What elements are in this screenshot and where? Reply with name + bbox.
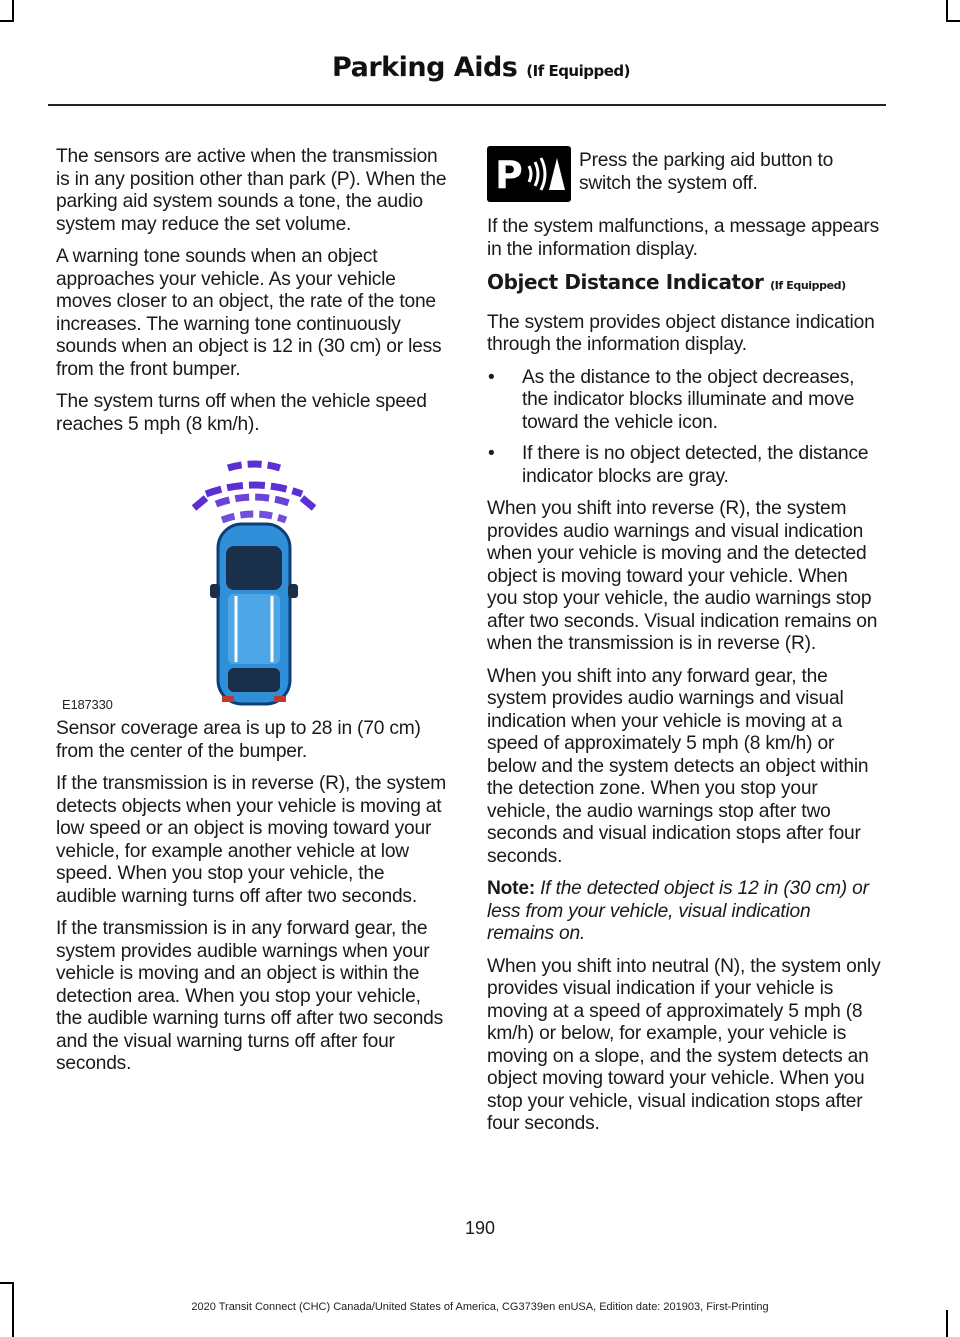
- list-item: [487, 367, 881, 435]
- section-heading: [487, 271, 881, 298]
- parking-aid-button-text: Press the parking aid button to switch the system off.: [579, 150, 834, 194]
- parking-aid-button-icon: [487, 146, 571, 202]
- sensor-arcs-icon: [194, 464, 314, 520]
- bullet-symbol: •: [488, 366, 495, 388]
- left-column: [56, 146, 448, 1086]
- parking-aid-button-row: [487, 146, 881, 202]
- crop-mark: [0, 20, 14, 22]
- list-item-text: If there is no object detected, the distance indicator blocks are gray.: [522, 443, 869, 487]
- vehicle-sensor-illustration: [56, 446, 448, 714]
- paragraph: When you shift into any forward gear, the system provides audio warnings and visual indication when your vehicle is moving at a speed of approximately 5 mph (8 km/h) or below and the system detects an object within the detection zone. When you stop your vehicle, the audio warnings stop after two seconds and visual indication stops after four seconds.: [487, 665, 869, 867]
- note-label: Note:: [487, 878, 536, 899]
- paragraph: A warning tone sounds when an object approaches your vehicle. As your vehicle moves closer to an object, the rate of the tone increases. The warning tone continuously sounds when an object is 12 in (30 cm) or less from the front bumper.: [56, 246, 442, 380]
- right-column: [487, 146, 881, 1146]
- note: [487, 878, 881, 946]
- crop-mark: [0, 1282, 14, 1284]
- paragraph: The sensors are active when the transmission is in any position other than park (P). When the parking aid system sounds a tone, the audio system may reduce the set volume.: [56, 146, 447, 235]
- paragraph: Sensor coverage area is up to 28 in (70 cm) from the center of the bumper.: [56, 718, 421, 762]
- page-title-main: Parking Aids: [332, 52, 518, 83]
- paragraph: If the system malfunctions, a message appears in the information display.: [487, 216, 879, 260]
- vehicle-top-view-icon: [56, 446, 448, 714]
- page-number: 190: [464, 1218, 496, 1238]
- bullet-symbol: •: [488, 443, 495, 464]
- list-item: [487, 443, 881, 488]
- crop-mark: [946, 1310, 948, 1337]
- section-heading-title: Object Distance Indicator: [487, 270, 764, 294]
- paragraph: The system turns off when the vehicle speed reaches 5 mph (8 km/h).: [56, 391, 427, 435]
- note-text: If the detected object is 12 in (30 cm) or less from your vehicle, visual indication remains on.: [487, 878, 869, 944]
- crop-mark: [12, 0, 14, 22]
- page-title: [332, 52, 630, 83]
- paragraph: If the transmission is in reverse (R), the system detects objects when your vehicle is moving at low speed or an object is moving toward your vehicle, for example another vehicle at low speed. When you stop your vehicle, the audible warning turns off after two seconds.: [56, 773, 447, 907]
- figure-code: E187330: [62, 696, 113, 712]
- section-heading-subtitle: (If Equipped): [770, 279, 846, 292]
- bullet-list: [487, 367, 881, 489]
- crop-mark: [946, 0, 948, 22]
- paragraph: The system provides object distance indication through the information display.: [487, 311, 875, 355]
- header-divider: [48, 104, 886, 106]
- paragraph: When you shift into neutral (N), the system only provides visual indication if your vehicle is moving at a speed of approximately 5 mph (8 km/h) or below, for example, your vehicle is moving on a slope, and the system detects an object moving toward your vehicle. When you stop your vehicle, visual indication stops after four seconds.: [487, 955, 881, 1134]
- paragraph: If the transmission is in any forward gear, the system provides audible warnings when your vehicle is moving and an object is within the detection area. When you stop your vehicle, the audible warning turns off after two seconds and the visual warning turns off after four seconds.: [56, 918, 444, 1074]
- page-title-subtitle: (If Equipped): [526, 62, 630, 80]
- footer-text: 2020 Transit Connect (CHC) Canada/United States of America, CG3739en enUSA, Edition date: 201903, First-Printing: [191, 1301, 769, 1313]
- paragraph: When you shift into reverse (R), the system provides audio warnings and visual indication when your vehicle is moving and the detected object is moving toward your vehicle. When you stop your vehicle, the audio warnings stop after two seconds. Visual indication remains on when the transmission is in reverse (R).: [487, 498, 878, 654]
- list-item-text: As the distance to the object decreases, the indicator blocks illuminate and move toward the vehicle icon.: [522, 366, 855, 433]
- svg-text:P: P: [495, 153, 523, 197]
- crop-mark: [946, 20, 960, 22]
